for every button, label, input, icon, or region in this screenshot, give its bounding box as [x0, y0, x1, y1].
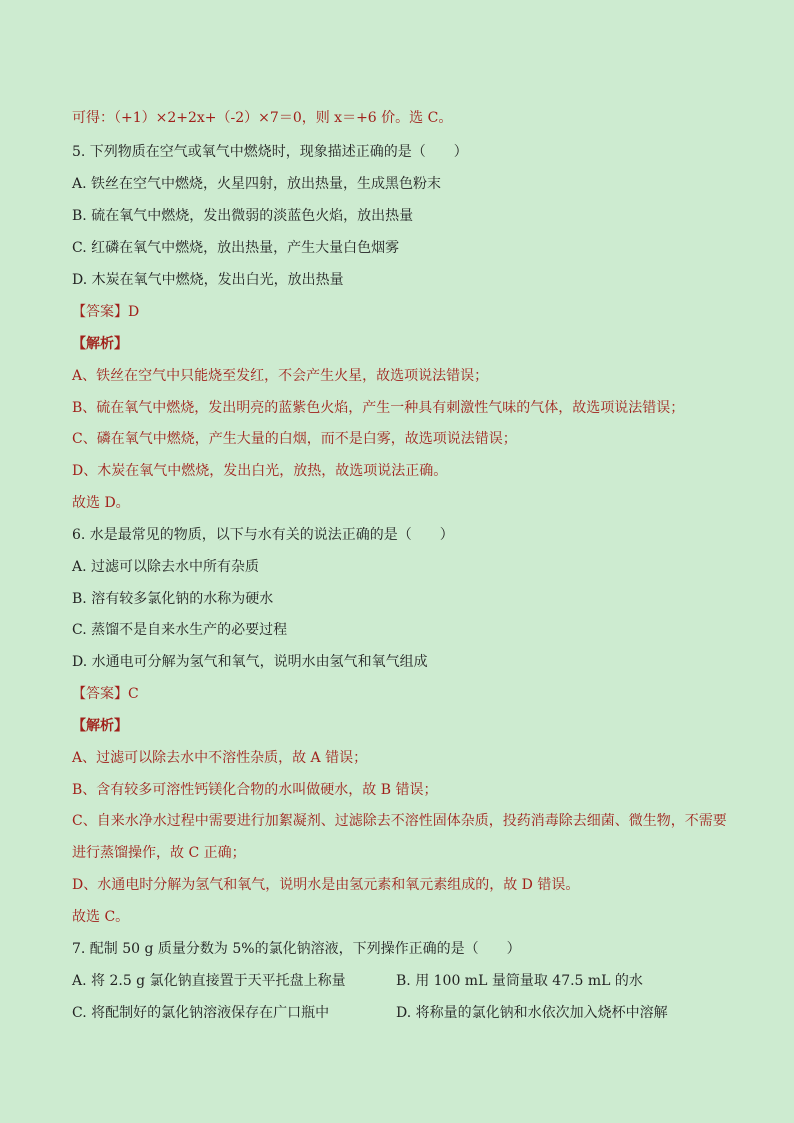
question-5-stem: 5. 下列物质在空气或氧气中燃烧时，现象描述正确的是（ ）: [72, 144, 468, 160]
analysis-line: A、过滤可以除去水中不溶性杂质，故 A 错误；: [72, 750, 368, 766]
question-7-option-a: A. 将 2.5 g 氯化钠直接置于天平托盘上称量: [72, 973, 346, 989]
analysis-line: B、含有较多可溶性钙镁化合物的水叫做硬水，故 B 错误；: [72, 782, 438, 798]
question-5-option-d: D. 木炭在氧气中燃烧，发出白光，放出热量: [72, 272, 344, 288]
question-7-stem: 7. 配制 50 g 质量分数为 5%的氯化钠溶液，下列操作正确的是（ ）: [72, 941, 521, 957]
conclusion-line: 故选 C。: [72, 909, 130, 925]
answer-label: 【答案】D: [72, 304, 140, 320]
question-6-option-c: C. 蒸馏不是自来水生产的必要过程: [72, 622, 288, 638]
analysis-line: D、木炭在氧气中燃烧，发出白光，放热，故选项说法正确。: [72, 463, 448, 479]
question-6-option-a: A. 过滤可以除去水中所有杂质: [72, 559, 260, 575]
analysis-line: D、水通电时分解为氢气和氧气，说明水是由氢元素和氧元素组成的，故 D 错误。: [72, 877, 580, 893]
analysis-label: 【解析】: [72, 336, 128, 352]
question-6-stem: 6. 水是最常见的物质，以下与水有关的说法正确的是（ ）: [72, 527, 454, 543]
explanation-line: 可得：（+1）×2+2x+（-2）×7＝0，则 x＝+6 价。选 C。: [72, 110, 453, 126]
conclusion-line: 故选 D。: [72, 495, 130, 511]
analysis-line: B、硫在氧气中燃烧，发出明亮的蓝紫色火焰，产生一种具有刺激性气味的气体，故选项说法错误；: [72, 400, 685, 416]
question-5-option-b: B. 硫在氧气中燃烧，发出微弱的淡蓝色火焰，放出热量: [72, 208, 414, 224]
question-5-option-a: A. 铁丝在空气中燃烧，火星四射，放出热量，生成黑色粉末: [72, 176, 442, 192]
analysis-line: C、自来水净水过程中需要进行加絮凝剂、过滤除去不溶性固体杂质，投药消毒除去细菌、微生物，不需要: [72, 813, 727, 829]
analysis-line: 进行蒸馏操作，故 C 正确；: [72, 845, 246, 861]
analysis-line: C、磷在氧气中燃烧，产生大量的白烟，而不是白雾，故选项说法错误；: [72, 431, 517, 447]
question-7-option-d: D. 将称量的氯化钠和水依次加入烧杯中溶解: [396, 1005, 668, 1021]
analysis-label: 【解析】: [72, 718, 128, 734]
question-6-option-d: D. 水通电可分解为氢气和氧气，说明水由氢气和氧气组成: [72, 654, 428, 670]
analysis-line: A、铁丝在空气中只能烧至发红，不会产生火星，故选项说法错误；: [72, 368, 489, 384]
question-7-option-b: B. 用 100 mL 量筒量取 47.5 mL 的水: [396, 973, 643, 989]
answer-label: 【答案】C: [72, 686, 139, 702]
question-7-option-c: C. 将配制好的氯化钠溶液保存在广口瓶中: [72, 1005, 330, 1021]
question-6-option-b: B. 溶有较多氯化钠的水称为硬水: [72, 591, 274, 607]
question-5-option-c: C. 红磷在氧气中燃烧，放出热量，产生大量白色烟雾: [72, 240, 400, 256]
